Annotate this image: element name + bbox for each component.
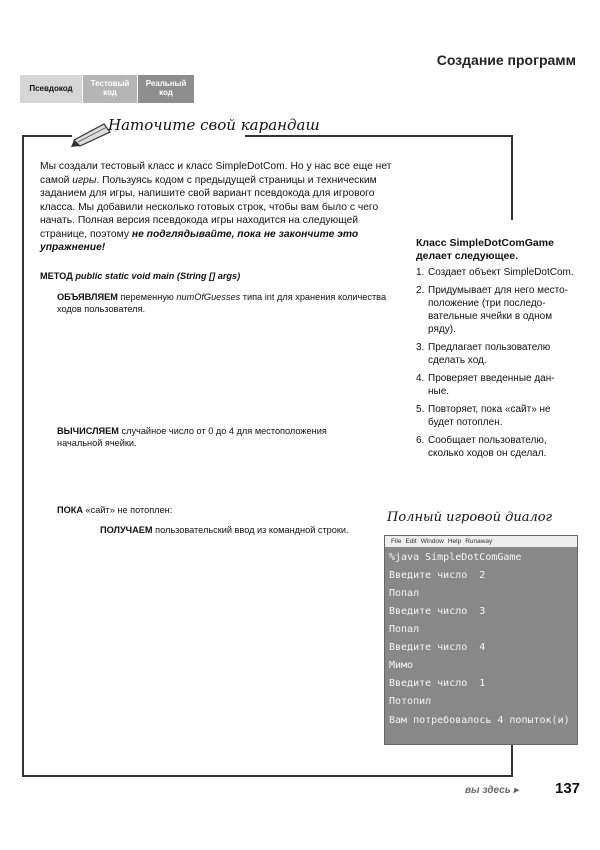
tab-test-code[interactable]: Тестовый код <box>83 75 137 103</box>
terminal-line: Мимо <box>389 660 414 671</box>
terminal-line: Потопил <box>389 696 432 707</box>
list-item: 3. Предлагает пользователю сделать ход. <box>416 342 551 366</box>
pseudo-compute: ВЫЧИСЛЯЕМ случайное число от 0 до 4 для местоположения начальной ячейки. <box>57 426 327 448</box>
list-item: 5. Повторяет, пока «сайт» не будет потоплен. <box>416 404 551 428</box>
terminal-line: Попал <box>389 624 420 635</box>
pseudo-declare: ОБЪЯВЛЯЕМ переменную numOfGuesses типа int для хранения количества ходов пользователя. <box>57 292 387 314</box>
terminal-line: Попал <box>389 588 420 599</box>
terminal-line: Вам потребовалось 4 попыток(и) <box>389 715 570 726</box>
pseudo-while: ПОКА «сайт» не потоплен: <box>57 505 173 515</box>
terminal-line: Введите число 4 <box>389 642 486 653</box>
steps-list <box>416 266 574 465</box>
terminal-line: Введите число 3 <box>389 606 486 617</box>
frame-line <box>22 135 72 137</box>
frame-line <box>22 135 24 775</box>
pseudo-get: ПОЛУЧАЕМ пользовательский ввод из командной строки. <box>100 525 349 535</box>
frame-line <box>245 135 511 137</box>
terminal-output <box>385 547 577 728</box>
terminal-window <box>384 535 578 745</box>
dialog-title: Полный игровой диалог <box>387 510 553 525</box>
list-item: 4. Проверяет введенные дан-ные. <box>416 373 555 397</box>
menu-help[interactable]: Help <box>447 538 462 545</box>
sharpen-title: Наточите свой карандаш <box>108 116 320 134</box>
frame-line <box>511 135 513 220</box>
list-item: 2. Придумывает для него место-положение (три последо-вательные ячейки в одном ряду). <box>416 285 568 335</box>
pseudo-method: МЕТОД public static void main (String [] args) <box>40 271 241 281</box>
tab-pseudocode[interactable]: Псевдокод <box>20 75 82 103</box>
menu-runaway[interactable]: Runaway <box>465 538 493 545</box>
frame-line <box>22 775 513 777</box>
menu-window[interactable]: Window <box>420 538 444 545</box>
menu-edit[interactable]: Edit <box>405 538 417 545</box>
tab-real-code[interactable]: Реальный код <box>138 75 194 103</box>
list-item: 6. Сообщает пользователю, сколько ходов он сделал. <box>416 435 547 459</box>
terminal-menubar <box>385 536 577 547</box>
section-tabs <box>20 75 195 103</box>
intro-paragraph: Мы создали тестовый класс и класс SimpleDotCom. Но у нас все еще нет самой игры. Пользуясь кодом с предыдущей страницы и техническим заданием для игры, напишите свой вариант псевдокода для игрового класса. Мы добавили несколько готовых строк, чтобы вам было с чего начать. Полная версия псевдокода игры находится на следующей странице, поэтому не подглядывайте, пока не закончите это упражнение! <box>40 161 392 253</box>
page-number: 137 <box>555 780 581 797</box>
list-item: 1. Создает объект SimpleDotCom. <box>416 267 574 278</box>
you-are-here-link[interactable]: вы здесь ▸ <box>465 785 519 796</box>
terminal-line: Введите число 2 <box>389 570 486 581</box>
sidebar-heading: Класс SimpleDotComGame делает следующее. <box>416 237 554 262</box>
frame-line <box>511 743 513 776</box>
terminal-line: %java SimpleDotComGame <box>389 552 522 563</box>
menu-file[interactable]: File <box>391 538 402 545</box>
page-title: Создание программ <box>436 52 576 68</box>
terminal-line: Введите число 1 <box>389 678 486 689</box>
